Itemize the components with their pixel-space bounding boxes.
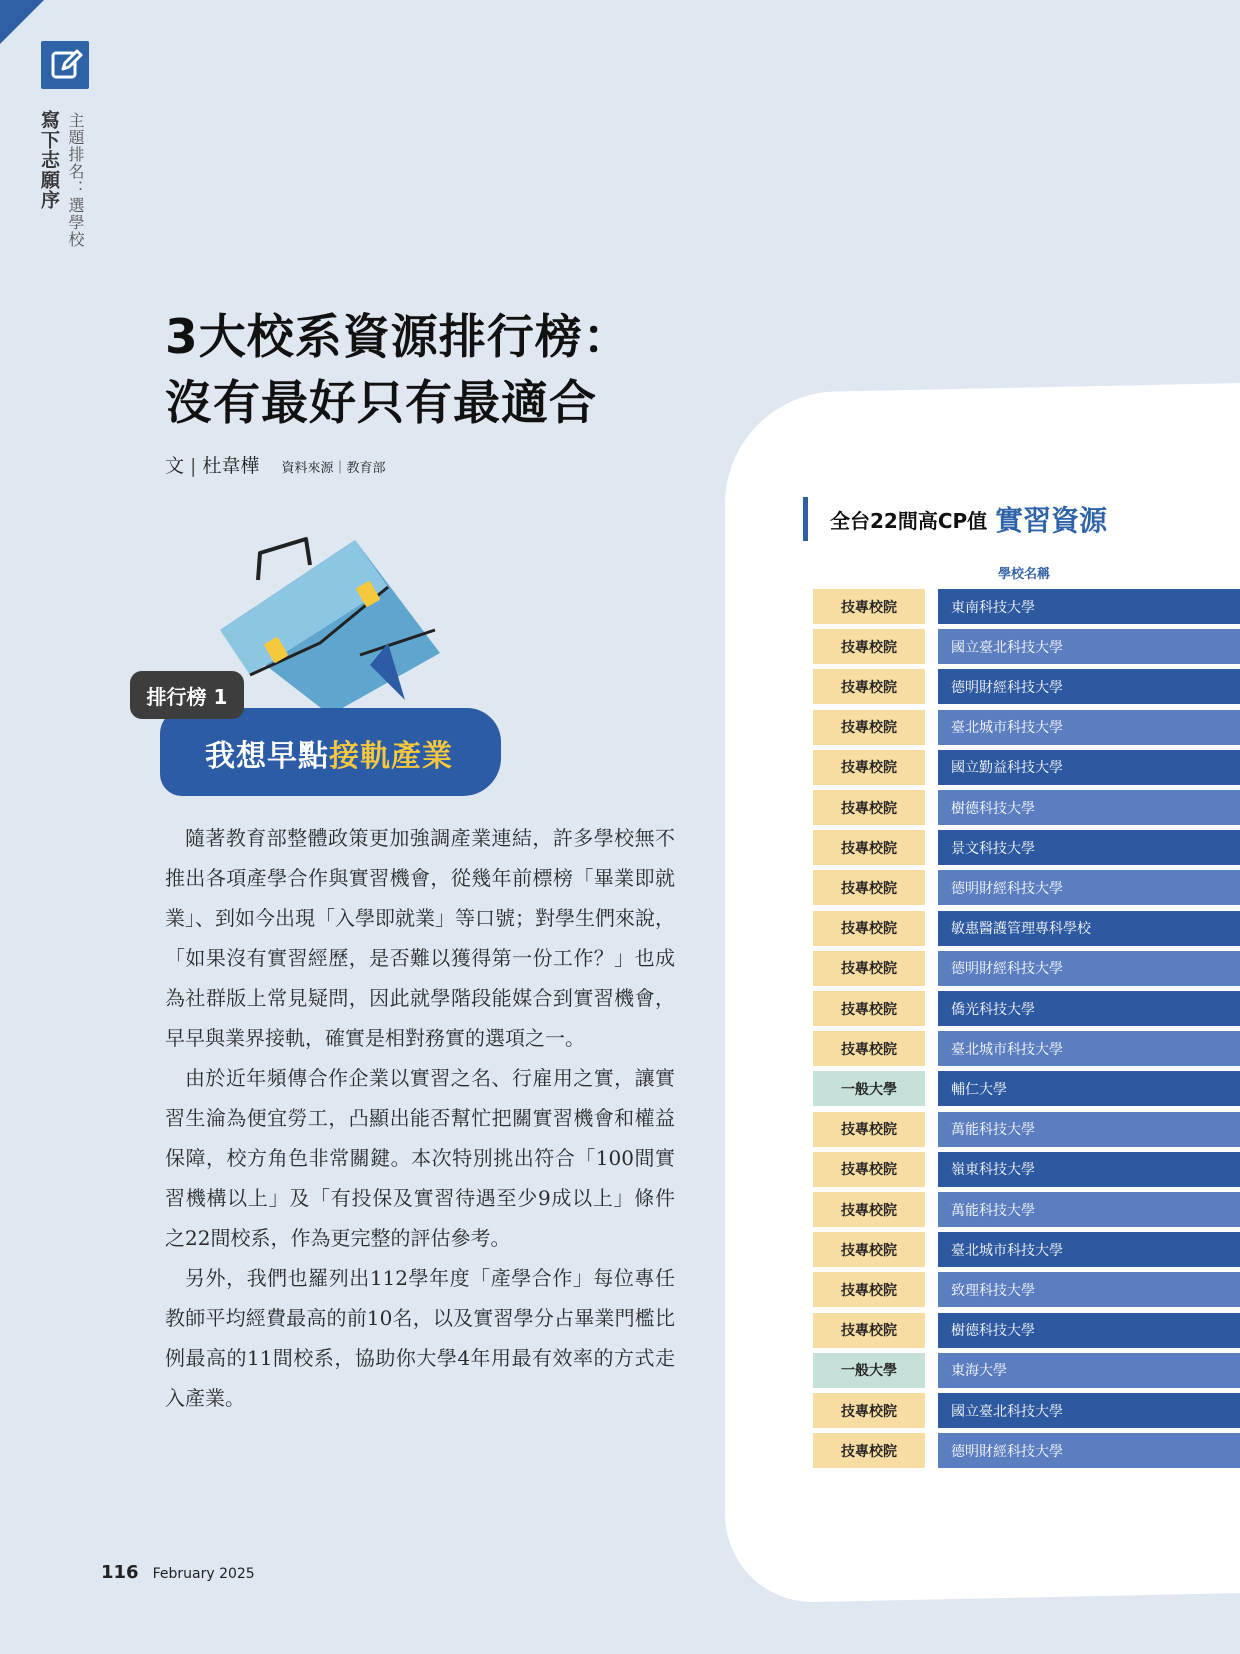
school-name: 萬能科技大學 xyxy=(938,1112,1240,1147)
school-category: 技專校院 xyxy=(813,911,925,946)
table-heading-main: 實習資源 xyxy=(995,504,1108,537)
school-name: 臺北城市科技大學 xyxy=(938,1031,1240,1066)
table-row xyxy=(813,991,1240,1026)
school-category: 技專校院 xyxy=(813,1031,925,1066)
school-category: 技專校院 xyxy=(813,1232,925,1267)
table-row xyxy=(813,1313,1240,1348)
table-row xyxy=(813,1232,1240,1267)
school-category: 技專校院 xyxy=(813,710,925,745)
table-heading-prefix: 全台22間高CP值 xyxy=(830,508,988,533)
byline-prefix: 文 xyxy=(165,455,185,477)
school-category: 一般大學 xyxy=(813,1353,925,1388)
ranking-heading xyxy=(205,731,453,775)
school-name: 德明財經科技大學 xyxy=(938,669,1240,704)
issue-date: February 2025 xyxy=(152,1566,255,1582)
briefcase-illustration xyxy=(210,535,450,715)
school-name: 輔仁大學 xyxy=(938,1071,1240,1106)
body-paragraph: 另外，我們也羅列出112學年度「產學合作」每位專任教師平均經費最高的前10名，以及實習學分占畢業門檻比例最高的11間校系，協助你大學4年用最有效率的方式走入產業。 xyxy=(165,1266,675,1410)
school-category: 技專校院 xyxy=(813,1433,925,1468)
ranking-heading-part1: 我想早點 xyxy=(205,739,329,774)
table-row xyxy=(813,1353,1240,1388)
section-title: 寫下志願序 xyxy=(38,110,60,210)
table-row xyxy=(813,629,1240,664)
table-row xyxy=(813,1192,1240,1227)
body-paragraph: 隨著教育部整體政策更加強調產業連結，許多學校無不推出各項產學合作與實習機會，從幾年前標榜「畢業即就業」、到如今出現「入學即就業」等口號；對學生們來說，「如果沒有實習經歷，是否難以獲得第一份工作？」也成為社群版上常見疑問，因此就學階段能媒合到實習機會，早早與業界接軌，確實是相對務實的選項之一。 xyxy=(165,826,675,1050)
byline: 文 | 杜韋樺 資料來源｜教育部 xyxy=(165,455,386,477)
table-row xyxy=(813,1112,1240,1147)
school-name: 臺北城市科技大學 xyxy=(938,1232,1240,1267)
table-row xyxy=(813,911,1240,946)
data-source: 資料來源｜教育部 xyxy=(281,461,386,476)
table-heading xyxy=(803,497,1107,541)
title-line-1: 3大校系資源排行榜： xyxy=(165,310,631,365)
corner-decoration xyxy=(0,0,44,44)
school-name: 樹德科技大學 xyxy=(938,790,1240,825)
school-name: 國立臺北科技大學 xyxy=(938,1393,1240,1428)
school-name: 臺北城市科技大學 xyxy=(938,710,1240,745)
section-subtitle: 主題排名：選學校 xyxy=(66,112,85,248)
school-category: 技專校院 xyxy=(813,830,925,865)
school-category: 技專校院 xyxy=(813,589,925,624)
school-category: 技專校院 xyxy=(813,991,925,1026)
school-name: 樹德科技大學 xyxy=(938,1313,1240,1348)
school-name: 國立臺北科技大學 xyxy=(938,629,1240,664)
table-row xyxy=(813,870,1240,905)
table-row xyxy=(813,750,1240,785)
school-category: 技專校院 xyxy=(813,669,925,704)
school-name: 敏惠醫護管理專科學校 xyxy=(938,911,1240,946)
school-category: 技專校院 xyxy=(813,790,925,825)
school-name: 萬能科技大學 xyxy=(938,1192,1240,1227)
table-row xyxy=(813,1393,1240,1428)
page-number: 116 xyxy=(101,1562,139,1583)
school-name: 德明財經科技大學 xyxy=(938,951,1240,986)
school-name: 僑光科技大學 xyxy=(938,991,1240,1026)
edit-icon xyxy=(41,41,89,89)
school-name: 德明財經科技大學 xyxy=(938,1433,1240,1468)
table-row xyxy=(813,1433,1240,1468)
school-category: 技專校院 xyxy=(813,1192,925,1227)
table-row xyxy=(813,1071,1240,1106)
school-name: 東南科技大學 xyxy=(938,589,1240,624)
article-body xyxy=(165,818,675,1418)
body-paragraph: 由於近年頻傳合作企業以實習之名、行雇用之實，讓實習生淪為便宜勞工，凸顯出能否幫忙把關實習機會和權益保障，校方角色非常關鍵。本次特別挑出符合「100間實習機構以上」及「有投保及實習待遇至少9成以上」條件之22間校系，作為更完整的評估參考。 xyxy=(165,1066,675,1250)
table-row xyxy=(813,790,1240,825)
school-category: 技專校院 xyxy=(813,1112,925,1147)
column-header-school: 學校名稱 xyxy=(998,567,1051,582)
school-category: 技專校院 xyxy=(813,629,925,664)
school-category: 技專校院 xyxy=(813,750,925,785)
school-name: 德明財經科技大學 xyxy=(938,870,1240,905)
table-row xyxy=(813,1152,1240,1187)
author-name: 杜韋樺 xyxy=(202,455,260,477)
table-row xyxy=(813,1272,1240,1307)
ranking-label: 排行榜 1 xyxy=(130,671,244,719)
school-category: 技專校院 xyxy=(813,1152,925,1187)
school-name: 嶺東科技大學 xyxy=(938,1152,1240,1187)
table-row xyxy=(813,951,1240,986)
school-name: 東海大學 xyxy=(938,1353,1240,1388)
school-name: 國立勤益科技大學 xyxy=(938,750,1240,785)
school-category: 一般大學 xyxy=(813,1071,925,1106)
ranking-heading-highlight: 接軌產業 xyxy=(329,739,453,774)
school-name: 景文科技大學 xyxy=(938,830,1240,865)
title-line-2: 沒有最好只有最適合 xyxy=(165,376,597,431)
school-category: 技專校院 xyxy=(813,951,925,986)
school-category: 技專校院 xyxy=(813,1313,925,1348)
school-category: 技專校院 xyxy=(813,870,925,905)
school-category: 技專校院 xyxy=(813,1272,925,1307)
table-row xyxy=(813,830,1240,865)
school-name: 致理科技大學 xyxy=(938,1272,1240,1307)
page-footer xyxy=(101,1562,255,1583)
school-category: 技專校院 xyxy=(813,1393,925,1428)
table-row xyxy=(813,1031,1240,1066)
article-title xyxy=(165,305,631,437)
table-row xyxy=(813,589,1240,624)
table-row xyxy=(813,669,1240,704)
table-row xyxy=(813,710,1240,745)
